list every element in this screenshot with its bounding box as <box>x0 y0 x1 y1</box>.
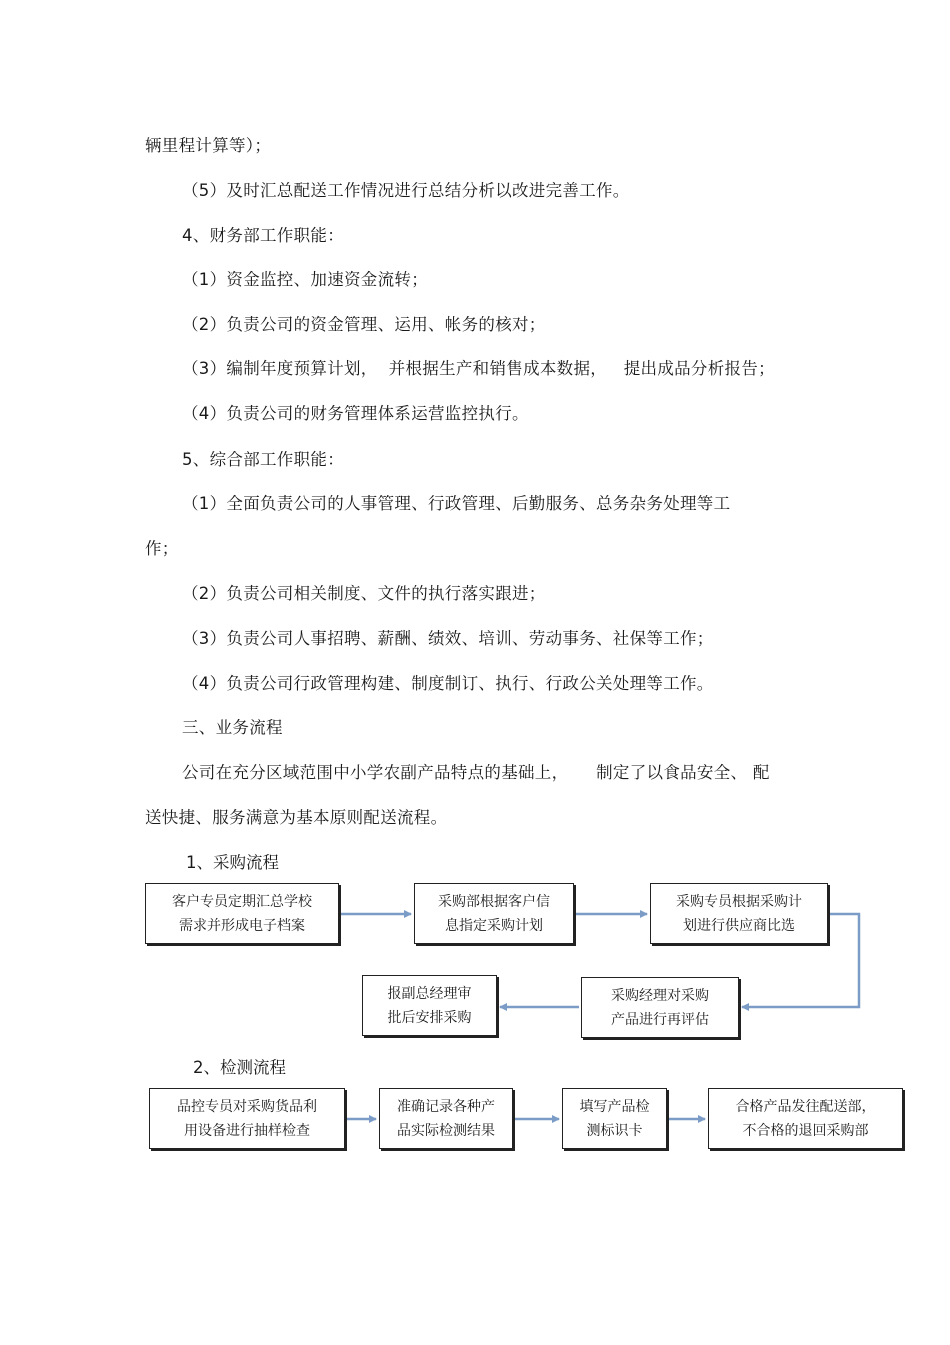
procurement-step-2 <box>414 883 574 944</box>
section-heading-general: 5、综合部工作职能： <box>182 450 344 469</box>
procurement-step-4 <box>581 977 739 1038</box>
text-line-6: （3）编制年度预算计划， 并根据生产和销售成本数据， 提出成品分析报告； <box>182 359 775 378</box>
inspection-step-1 <box>149 1088 345 1149</box>
procurement-step-4-label: 采购经理对采购 产品进行再评估 <box>611 987 709 1028</box>
inspection-step-3-label: 填写产品检 测标识卡 <box>579 1098 650 1139</box>
procurement-step-1-label: 客户专员定期汇总学校 需求并形成电子档案 <box>172 893 312 934</box>
procurement-step-2-label: 采购部根据客户信 息指定采购计划 <box>438 893 550 934</box>
text-line-4: （1）资金监控、加速资金流转； <box>182 270 428 289</box>
text-line-5: （2）负责公司的资金管理、运用、帐务的核对； <box>182 315 546 334</box>
inspection-step-2 <box>379 1088 513 1149</box>
procurement-step-5 <box>362 975 497 1036</box>
procurement-step-3-label: 采购专员根据采购计 划进行供应商比选 <box>676 893 802 934</box>
text-line-2: （5）及时汇总配送工作情况进行总结分析以改进完善工作。 <box>182 181 630 200</box>
text-line-16: 送快捷、服务满意为基本原则配送流程。 <box>145 808 448 827</box>
text-line-7: （4）负责公司的财务管理体系运营监控执行。 <box>182 404 529 423</box>
section-heading-finance: 4、财务部工作职能： <box>182 226 344 245</box>
text-line-9: （1）全面负责公司的人事管理、行政管理、后勤服务、总务杂务处理等工 <box>182 494 731 513</box>
inspection-step-4-label: 合格产品发往配送部， 不合格的退回采购部 <box>735 1098 876 1139</box>
text-line-11: （2）负责公司相关制度、文件的执行落实跟进； <box>182 584 546 603</box>
text-line-15: 公司在充分区域范围中小学农副产品特点的基础上， 制定了以食品安全、 配 <box>182 763 770 782</box>
procurement-flow-title: 1、采购流程 <box>186 853 279 872</box>
text-line-10: 作； <box>145 539 179 558</box>
inspection-flow-title: 2、检测流程 <box>193 1058 286 1077</box>
inspection-step-1-label: 品控专员对采购货品利 用设备进行抽样检查 <box>177 1098 317 1139</box>
text-line-12: （3）负责公司人事招聘、薪酬、绩效、培训、劳动事务、社保等工作； <box>182 629 714 648</box>
inspection-step-3 <box>562 1088 667 1149</box>
text-line-1: 辆里程计算等）； <box>145 136 272 155</box>
section-heading-business-process: 三、业务流程 <box>182 718 283 737</box>
procurement-step-1 <box>145 883 339 944</box>
text-line-13: （4）负责公司行政管理构建、制度制订、执行、行政公关处理等工作。 <box>182 674 714 693</box>
inspection-step-4 <box>708 1088 903 1149</box>
procurement-step-3 <box>650 883 828 944</box>
inspection-step-2-label: 准确记录各种产 品实际检测结果 <box>397 1098 495 1139</box>
procurement-step-5-label: 报副总经理审 批后安排采购 <box>387 985 472 1026</box>
